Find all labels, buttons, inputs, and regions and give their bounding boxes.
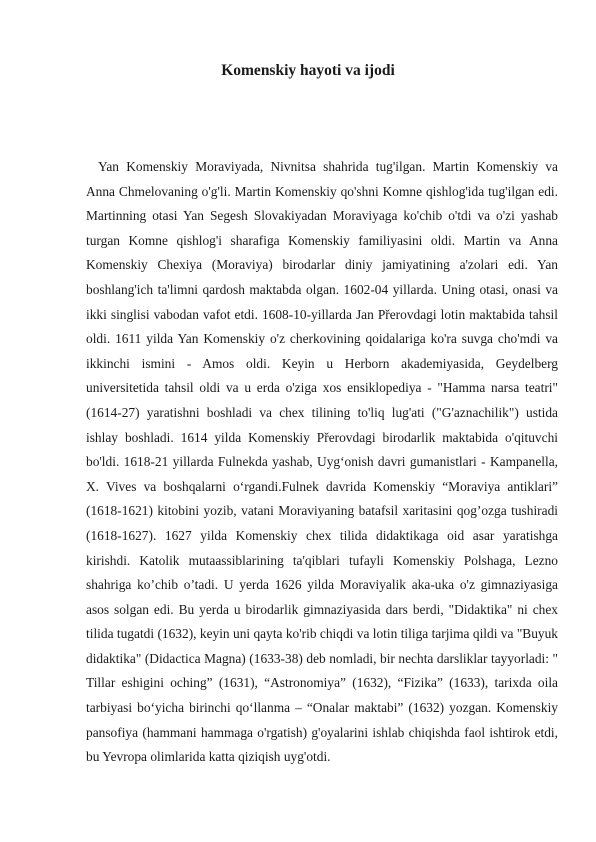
body-paragraph: Yan Komenskiy Moraviyada, Nivnitsa shahrida tug'ilgan. Martin Komenskiy va Anna Chmelovaning o'g'li. Martin Komenskiy qo'shni Komne qishlog'ida tug'ilgan edi. Martinning otasi Yan Segesh Slovakiyadan Moraviyaga ko'chib o'tdi va o'zi yashab turgan Komne qishlog'i sharafiga Komenskiy familiyasini oldi. Martin va Anna Komenskiy Chexiya (Moraviya) birodarlar diniy jamiyatining a'zolari edi. Yan boshlang'ich ta'limni qardosh maktabda olgan. 1602-04 yillarda. Uning otasi, onasi va ikki singlisi vabodan vafot etdi. 1608-10-yillarda Jan Přerovdagi lotin maktabida tahsil oldi. 1611 yilda Yan Komenskiy o'z cherkovining qoidalariga ko'ra suvga cho'mdi va ikkinchi ismini - Amos oldi. Keyin u Herborn akademiyasida, Geydelberg universitetida tahsil oldi va u erda o'ziga xos ensiklopediya - "Hamma narsa teatri" (1614-27) yaratishni boshladi va chex tilining to'liq lug'ati ("G'aznachilik") ustida ishlay boshladi. 1614 yilda Komenskiy Přerovdagi birodarlik maktabida o'qituvchi bo'ldi. 1618-21 yillarda Fulnekda yashab, Uyg‘onish davri gumanistlari - Kampanella, X. Vives va boshqalarni o‘rgandi.Fulnek davrida Komenskiy “Moraviya antiklari” (1618-1621) kitobini yozib, vatani Moraviyaning batafsil xaritasini qog’ozga tushiradi (1618-1627). 1627 yilda Komenskiy chex tilida didaktikaga oid asar yaratishga kirishdi. Katolik mutaassiblarining ta'qiblari tufayli Komenskiy Polshaga, Lezno shahriga ko’chib o’tadi. U yerda 1626 yilda Moraviyalik aka-uka o'z gimnaziyasiga asos solgan edi. Bu yerda u birodarlik gimnaziyasida dars berdi, "Didaktika" ni chex tilida tugatdi (1632), keyin uni qayta ko'rib chiqdi va lotin tiliga tarjima qildi va "Buyuk didaktika" (Didactica Magna) (1633-38) deb nomladi, bir nechta darsliklar tayyorladi: " Tillar eshigini oching” (1631), “Astronomiya” (1632), “Fizika” (1633), tarixda oila tarbiyasi bo‘yicha birinchi qo‘llanma – “Onalar maktabi” (1632) yozgan. Komenskiy pansofiya (hammani hammaga o'rgatish) g'oyalarini ishlab chiqishda faol ishtirok etdi, bu Yevropa olimlarida katta qiziqish uyg'otdi. bbox=[86, 159, 558, 765]
document-title: Komenskiy hayoti va ijodi bbox=[221, 62, 395, 79]
